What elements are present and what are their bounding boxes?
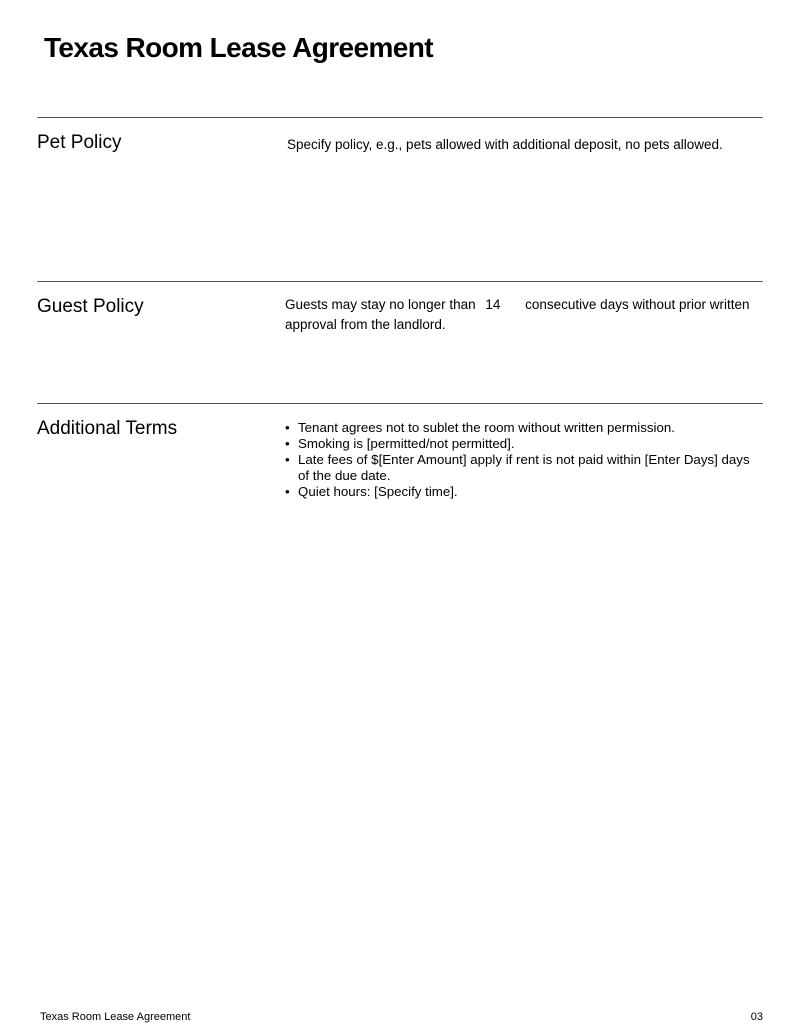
pet-policy-text: Specify policy, e.g., pets allowed with additional deposit, no pets allowed. xyxy=(287,137,723,152)
guest-policy-heading: Guest Policy xyxy=(37,296,144,317)
pet-policy-heading: Pet Policy xyxy=(37,132,122,153)
list-item: • Smoking is [permitted/not permitted]. xyxy=(285,436,755,452)
guest-days-value: 14 xyxy=(485,297,501,312)
list-item: • Late fees of $[Enter Amount] apply if rent is not paid within [Enter Days] days of the due date. xyxy=(285,452,755,484)
additional-terms-heading: Additional Terms xyxy=(37,418,178,439)
list-item: • Quiet hours: [Specify time]. xyxy=(285,484,755,500)
guest-policy-text-after: consecutive days without prior written approval from the landlord. xyxy=(285,297,750,332)
divider-pet-policy xyxy=(37,117,763,118)
additional-terms-body xyxy=(285,420,755,500)
additional-terms-list xyxy=(285,420,755,500)
divider-guest-policy xyxy=(37,281,763,282)
page-number: 03 xyxy=(750,1011,763,1023)
footer-title: Texas Room Lease Agreement xyxy=(40,1011,191,1023)
guest-policy-text xyxy=(285,295,755,335)
guest-policy-text-before: Guests may stay no longer than xyxy=(285,297,476,312)
divider-additional-terms xyxy=(37,403,763,404)
page-title: Texas Room Lease Agreement xyxy=(44,32,433,63)
list-item: • Tenant agrees not to sublet the room without written permission. xyxy=(285,420,755,436)
